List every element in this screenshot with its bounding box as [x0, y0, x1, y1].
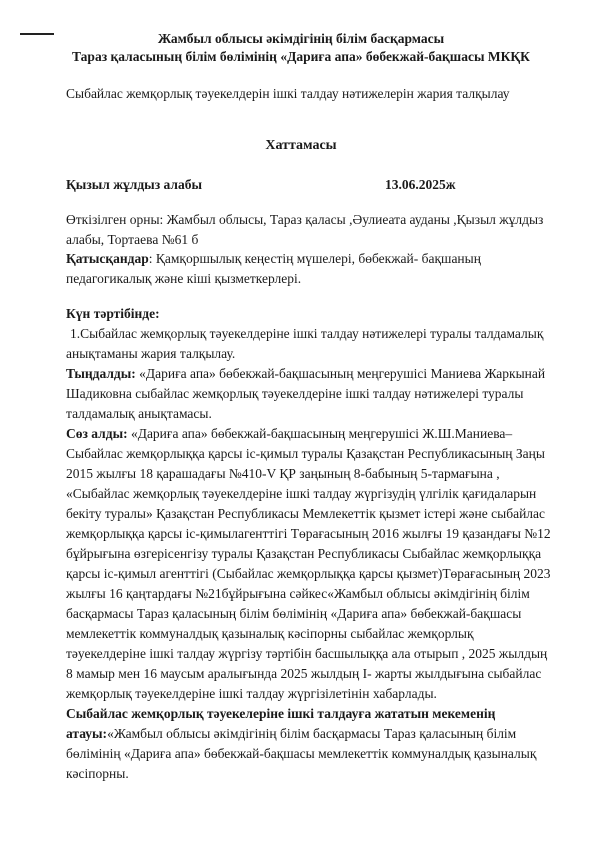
participants-line: педагогикалық және кіші қызметкерлері.: [66, 271, 302, 286]
agenda-item-cont: анықтаманы жария талқылау.: [66, 346, 236, 361]
org-line: бөлімінің «Дариға апа» бөбекжай-бақшасы мемлекеттік коммуналдық қазыналық: [66, 746, 537, 761]
speech-line: жемқорлық тәуекелдеріне ішкі талдау жүргізілетінін хабарлады.: [66, 686, 437, 701]
listened-line: талдамалық анықтамасы.: [66, 406, 212, 421]
venue-paragraph: [66, 210, 566, 250]
listened-label: Тыңдалды:: [66, 366, 136, 381]
speech-line: қарсы іс-қимыл агенттігі (Сыбайлас жемқорлыққа қарсы қызмет)Төрағасының 2023: [66, 566, 551, 581]
listened-text: «Дариға апа» бөбекжай-бақшасының меңгерушісі Маниева Жаркынай: [135, 366, 546, 381]
org-label-cont: атауы:: [66, 726, 108, 741]
org-section: [66, 704, 566, 784]
header-line-1: Жамбыл облысы әкімдігінің білім басқармасы: [157, 31, 445, 46]
participants-text: : Қамқоршылық кеңестің мүшелері, бөбекжай- бақшаның: [148, 251, 481, 266]
venue-line: алабы, Тортаева №61 б: [66, 232, 199, 247]
speech-text: «Дариға апа» бөбекжай-бақшасының меңгерушісі Ж.Ш.Маниева–: [127, 426, 513, 441]
listened-section: [66, 364, 566, 424]
venue-line: Өткізілген орны: Жамбыл облысы, Тараз қаласы ,Әулиеата ауданы ,Қызыл жұлдыз: [66, 212, 544, 227]
listened-line: Шадиковна сыбайлас жемқорлық тәуекелдеріне ішкі талдау нәтижелері туралы: [66, 386, 524, 401]
speech-label: Сөз алды:: [66, 426, 128, 441]
place: Қызыл жұлдыз алабы: [66, 177, 203, 192]
speech-line: тәуекелдеріне ішкі талдау жүргізу тәртібін басшылыққа ала отырып , 2025 жылдың: [66, 646, 548, 661]
speech-line: бекіту туралы» Қазақстан Республикасы Мемлекеттік қызмет істері және сыбайлас: [66, 506, 546, 521]
org-text: «Жамбыл облысы әкімдігінің білім басқармасы Тараз қаласының білім: [107, 726, 517, 741]
speech-line: «Сыбайлас жемқорлық тәуекелдеріне ішкі талдау жүргізудің үлгілік қағидаларын: [66, 486, 537, 501]
speech-line: 8 мамыр мен 16 маусым аралығында 2025 жылдың І- жарты жылдығына сыбайлас: [66, 666, 542, 681]
header-line-2: Тараз қаласының білім бөлімінің «Дариға апа» бөбекжай-бақшасы МКҚК: [72, 49, 530, 64]
speech-line: басқармасы Тараз қаласының білім бөлімінің «Дариға апа» бөбекжай-бақшасы: [66, 606, 522, 621]
participants-label: Қатысқандар: [66, 251, 149, 266]
agenda-section: [66, 304, 566, 364]
org-line: кәсіпорны.: [66, 766, 129, 781]
org-label: Сыбайлас жемқорлық тәуекелеріне ішкі талдауға жататын мекеменің: [66, 706, 496, 721]
speech-line: бұйрығына өзгерісенгізу туралы Қазақстан Республикасы Сыбайлас жемқорлыққа: [66, 546, 542, 561]
speech-line: мемлекеттік коммуналдық қазыналық кәсіпорны сыбайлас жемқорлық: [66, 626, 474, 641]
agenda-item: 1.Сыбайлас жемқорлық тәуекелдеріне ішкі талдау нәтижелері туралы талдамалық: [70, 326, 544, 341]
speech-line: жылғы 16 қаңтардағы №21бұйрығына сәйкес«Жамбыл облысы әкімдігінің білім: [66, 586, 530, 601]
date: 13.06.2025ж: [385, 177, 456, 192]
speech-line: Сыбайлас жемқорлыққа қарсы іс-қимыл туралы Қазақстан Республикасының Заңы: [66, 446, 545, 461]
speech-line: 2015 жылғы 18 қарашадағы №410-V ҚР заңының 8-бабының 5-тармағына ,: [66, 466, 500, 481]
topic: Сыбайлас жемқорлық тәуекелдерін ішкі талдау нәтижелерін жария талқылау: [66, 86, 510, 101]
document-title: Хаттамасы: [265, 138, 337, 153]
speech-line: жемқорлыққа қарсы іс-қимылагенттігі Төрағасының 2016 жылғы 19 қазандағы №12: [66, 526, 551, 541]
agenda-label: Күн тәртібінде:: [66, 306, 160, 321]
speech-section: [66, 424, 566, 704]
participants-paragraph: [66, 249, 566, 289]
